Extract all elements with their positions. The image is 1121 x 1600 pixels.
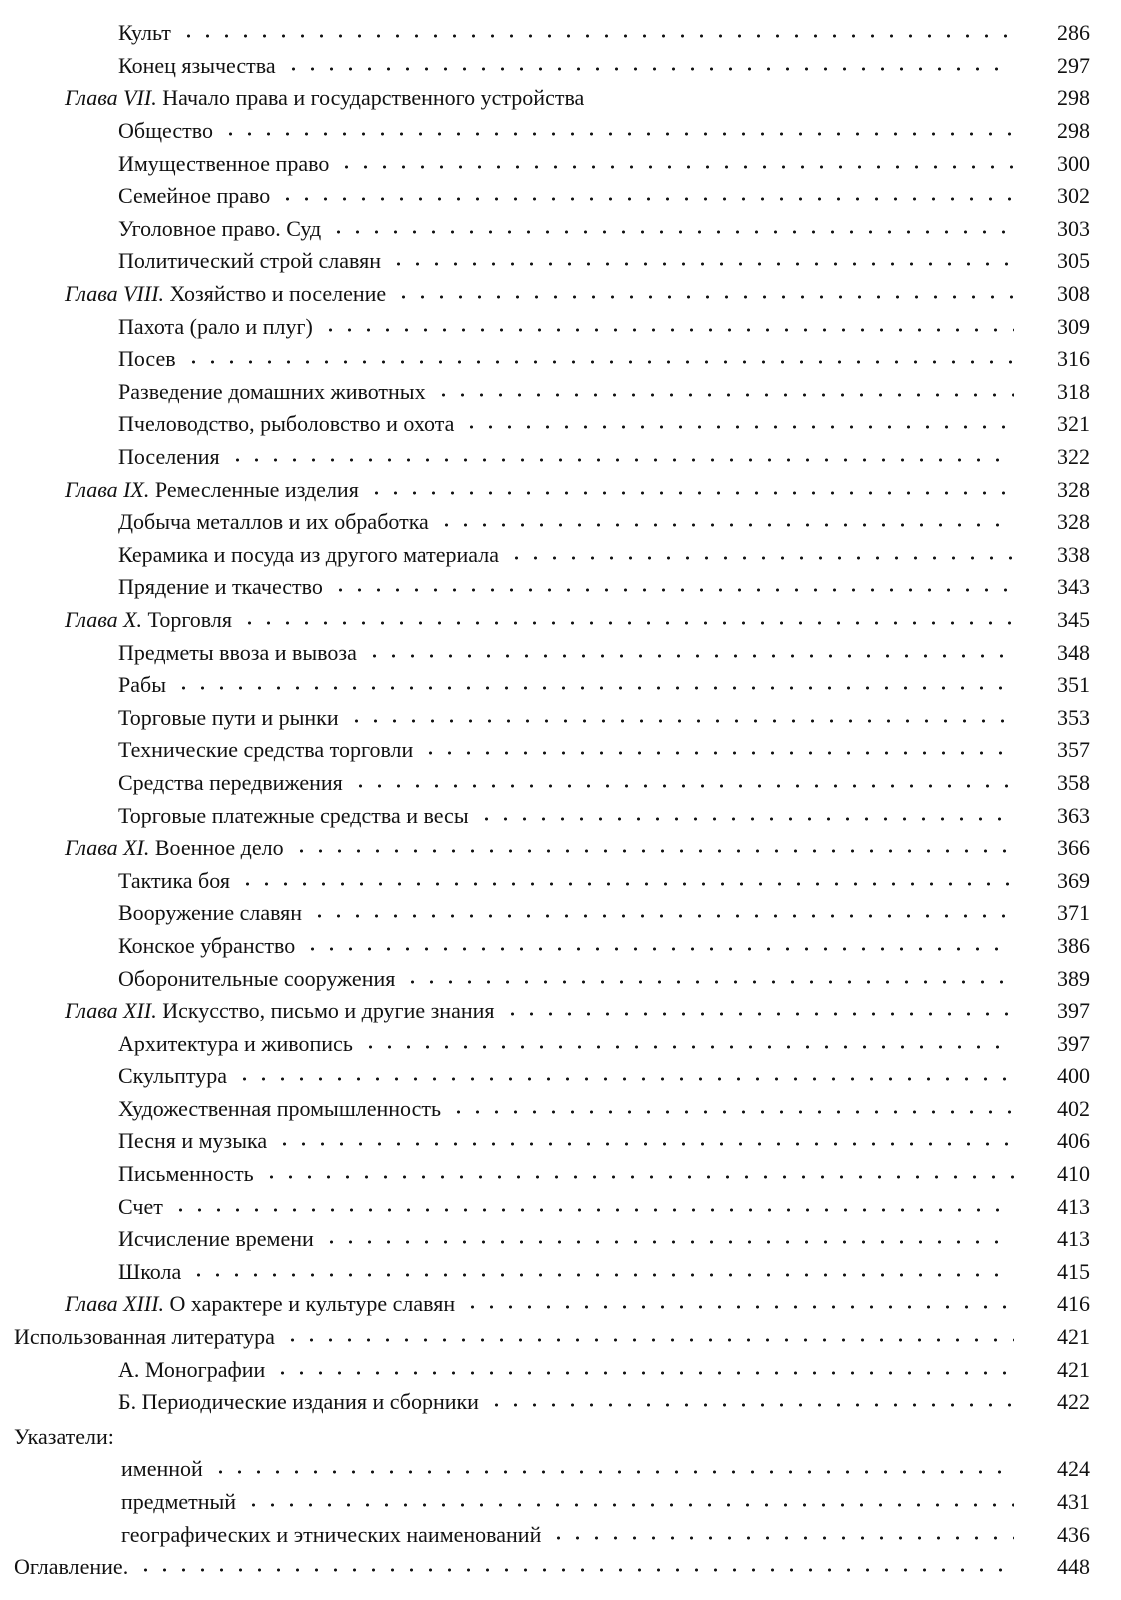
page-number: 308 — [1057, 281, 1090, 307]
page-number: 297 — [1057, 52, 1090, 78]
toc-entry-label — [118, 1228, 314, 1250]
toc-entry-row[interactable] — [0, 50, 1121, 83]
page-number: 402 — [1057, 1095, 1090, 1121]
toc-entry-row[interactable] — [0, 408, 1121, 441]
dot-leader — [449, 1109, 1014, 1115]
toc-entry-label — [118, 378, 426, 404]
entry-title: Торговля — [147, 606, 233, 632]
dot-leader — [351, 783, 1014, 789]
chapter-number: Глава XII. — [65, 998, 157, 1024]
page-number: 416 — [1057, 1291, 1090, 1317]
dot-leader — [292, 848, 1014, 854]
page-number: 358 — [1057, 769, 1090, 795]
entry-title: Средства передвижения — [118, 769, 343, 795]
page-number: 351 — [1057, 672, 1090, 698]
toc-entry-label — [121, 1458, 203, 1480]
page-number: 386 — [1057, 932, 1090, 958]
entry-title: Указатели: — [14, 1423, 114, 1449]
entry-title: Поселения — [118, 444, 220, 470]
toc-entry-row[interactable] — [0, 897, 1121, 930]
page-number: 348 — [1057, 639, 1090, 665]
toc-entry-label — [121, 1521, 542, 1547]
toc-chapter-row[interactable] — [0, 473, 1121, 506]
toc-entry-row[interactable] — [0, 636, 1121, 669]
dot-leader — [592, 98, 1014, 104]
entry-title: Исчисление времени — [118, 1226, 314, 1252]
page-number: 316 — [1057, 346, 1090, 372]
toc-entry-label — [118, 902, 302, 924]
page-number: 421 — [1057, 1356, 1090, 1382]
dot-leader — [403, 979, 1014, 985]
entry-title: Оборонительные сооружения — [118, 965, 396, 991]
toc-entry-label — [65, 606, 233, 632]
toc-section-row[interactable] — [0, 1321, 1121, 1354]
page-number: 286 — [1057, 20, 1090, 46]
page-number: 318 — [1057, 378, 1090, 404]
dot-leader — [228, 457, 1014, 463]
toc-entry-label — [65, 476, 359, 502]
toc-list — [0, 17, 1121, 1584]
toc-entry-row[interactable] — [0, 1518, 1121, 1551]
entry-title: Архитектура и живопись — [118, 1030, 353, 1056]
entry-title: Конец язычества — [118, 52, 276, 78]
entry-title: Ремесленные изделия — [154, 476, 359, 502]
page-number: 298 — [1057, 85, 1090, 111]
toc-chapter-row[interactable] — [0, 278, 1121, 311]
toc-entry-label — [118, 313, 313, 339]
toc-entry-row[interactable] — [0, 1158, 1121, 1191]
toc-entry-row[interactable] — [0, 147, 1121, 180]
toc-entry-label — [118, 739, 413, 761]
toc-entry-row[interactable] — [0, 539, 1121, 572]
toc-entry-label — [118, 932, 296, 958]
entry-title: Художественная промышленность — [118, 1095, 442, 1121]
dot-leader — [477, 816, 1014, 822]
toc-entry-row[interactable] — [0, 864, 1121, 897]
page-number: 397 — [1057, 1030, 1090, 1056]
entry-title: Торговые платежные средства и весы — [118, 802, 469, 828]
dot-leader — [303, 946, 1014, 952]
dot-leader — [549, 1535, 1014, 1541]
page-number: 424 — [1057, 1456, 1090, 1482]
toc-entry-label — [121, 1491, 236, 1513]
dot-leader — [275, 1141, 1014, 1147]
dot-leader — [221, 131, 1014, 137]
toc-entry-label — [118, 413, 454, 435]
toc-entry-row[interactable] — [0, 701, 1121, 734]
entry-title: Торговые пути и рынки — [118, 704, 339, 730]
toc-entry-row[interactable] — [0, 506, 1121, 539]
dot-leader — [171, 1207, 1014, 1213]
dot-leader — [238, 881, 1014, 887]
toc-entry-label — [14, 1556, 128, 1578]
toc-chapter-row[interactable] — [0, 832, 1121, 865]
dot-leader — [184, 359, 1014, 365]
toc-entry-label — [65, 1293, 455, 1315]
entry-title: Пахота (рало и плуг) — [118, 313, 313, 339]
dot-leader — [347, 718, 1014, 724]
entry-title: Военное дело — [154, 835, 284, 861]
page-number: 302 — [1057, 183, 1090, 209]
dot-leader — [337, 164, 1014, 170]
page-number: 309 — [1057, 313, 1090, 339]
entry-title: Счет — [118, 1193, 163, 1219]
toc-entry-label — [118, 1095, 442, 1121]
dot-leader — [278, 196, 1014, 202]
toc-entry-label — [118, 639, 357, 665]
entry-title: Рабы — [118, 672, 166, 698]
toc-entry-row[interactable] — [0, 310, 1121, 343]
toc-entry-row[interactable] — [0, 571, 1121, 604]
toc-entry-label — [65, 837, 284, 859]
page-number: 415 — [1057, 1258, 1090, 1284]
entry-title: Имущественное право — [118, 150, 330, 176]
chapter-number: Глава VIII. — [65, 281, 165, 307]
entry-title: Предметы ввоза и вывоза — [118, 639, 357, 665]
toc-entry-label — [118, 348, 176, 370]
page-number: 406 — [1057, 1128, 1090, 1154]
entry-title: Технические средства торговли — [118, 737, 414, 763]
toc-entry-row[interactable] — [0, 1353, 1121, 1386]
entry-title: Пчеловодство, рыболовство и охота — [118, 411, 455, 437]
toc-entry-label — [118, 674, 166, 696]
page-number: 322 — [1057, 444, 1090, 470]
toc-entry-row[interactable] — [0, 180, 1121, 213]
entry-title: географических и этнических наименований — [121, 1521, 542, 1547]
entry-title: предметный — [121, 1489, 237, 1515]
entry-title: Добыча металлов и их обработка — [118, 509, 429, 535]
dot-leader — [310, 913, 1014, 919]
page-number: 298 — [1057, 118, 1090, 144]
toc-entry-label — [118, 185, 270, 207]
dot-leader — [122, 1437, 1014, 1443]
dot-leader — [394, 294, 1014, 300]
toc-entry-row[interactable] — [0, 1386, 1121, 1419]
toc-entry-row[interactable] — [0, 441, 1121, 474]
page-number: 448 — [1057, 1554, 1090, 1580]
page-number: 369 — [1057, 867, 1090, 893]
dot-leader — [365, 653, 1014, 659]
toc-entry-label — [118, 22, 171, 44]
toc-entry-row[interactable] — [0, 1093, 1121, 1126]
toc-entry-label — [118, 120, 213, 142]
dot-leader — [389, 261, 1014, 267]
dot-leader — [437, 522, 1014, 528]
dot-leader — [463, 1304, 1014, 1310]
toc-entry-label — [118, 1163, 254, 1185]
toc-entry-label — [118, 511, 429, 533]
page-number: 300 — [1057, 150, 1090, 176]
entry-title: Использованная литература — [14, 1324, 275, 1350]
dot-leader — [421, 750, 1014, 756]
toc-entry-label — [118, 1356, 266, 1382]
dot-leader — [331, 587, 1014, 593]
entry-title: Уголовное право. Суд — [118, 215, 322, 241]
page-number: 363 — [1057, 802, 1090, 828]
entry-title: А. Монографии — [118, 1356, 266, 1382]
dot-leader — [211, 1469, 1014, 1475]
page-number: 389 — [1057, 965, 1090, 991]
toc-chapter-row[interactable] — [0, 995, 1121, 1028]
dot-leader — [189, 1272, 1014, 1278]
entry-title: Конское убранство — [118, 932, 296, 958]
toc-entry-row[interactable] — [0, 343, 1121, 376]
entry-title: Посев — [118, 346, 176, 372]
dot-leader — [322, 1239, 1014, 1245]
toc-entry-label — [118, 965, 396, 991]
entry-title: Тактика боя — [118, 867, 230, 893]
toc-section-row[interactable] — [0, 1551, 1121, 1584]
dot-leader — [240, 620, 1014, 626]
entry-title: Письменность — [118, 1161, 254, 1187]
dot-leader — [434, 392, 1014, 398]
dot-leader — [487, 1402, 1014, 1408]
entry-title: Керамика и посуда из другого материала — [118, 541, 499, 567]
entry-title: Политический строй славян — [118, 248, 382, 274]
toc-entry-label — [14, 1326, 275, 1348]
dot-leader — [273, 1370, 1014, 1376]
toc-entry-label — [118, 250, 381, 272]
toc-entry-row[interactable] — [0, 1256, 1121, 1289]
toc-entry-row[interactable] — [0, 1453, 1121, 1486]
dot-leader — [284, 66, 1014, 72]
entry-title: Разведение домашних животных — [118, 378, 426, 404]
page-number: 357 — [1057, 737, 1090, 763]
toc-entry-row[interactable] — [0, 1486, 1121, 1519]
toc-entry-row[interactable] — [0, 17, 1121, 50]
toc-entry-label — [118, 704, 339, 730]
toc-entry-label — [118, 150, 330, 176]
page-number: 328 — [1057, 476, 1090, 502]
dot-leader — [174, 685, 1014, 691]
chapter-number: Глава VII. — [65, 85, 157, 111]
page-number: 338 — [1057, 541, 1090, 567]
dot-leader — [244, 1502, 1014, 1508]
toc-entry-row[interactable] — [0, 1060, 1121, 1093]
toc-entry-row[interactable] — [0, 930, 1121, 963]
page-number: 421 — [1057, 1324, 1090, 1350]
toc-entry-label — [118, 446, 220, 468]
dot-leader — [462, 424, 1014, 430]
dot-leader — [179, 33, 1014, 39]
page-number: 321 — [1057, 411, 1090, 437]
toc-entry-label — [118, 867, 230, 893]
dot-leader — [321, 327, 1014, 333]
dot-leader — [283, 1337, 1014, 1343]
entry-title: Общество — [118, 118, 213, 144]
page-number: 413 — [1057, 1226, 1090, 1252]
toc-entry-label — [118, 769, 343, 795]
chapter-number: Глава X. — [65, 606, 143, 632]
toc-entry-row[interactable] — [0, 245, 1121, 278]
toc-entry-row[interactable] — [0, 669, 1121, 702]
page-number: 436 — [1057, 1521, 1090, 1547]
entry-title: Начало права и государственного устройства — [162, 85, 585, 111]
dot-leader — [262, 1174, 1014, 1180]
dot-leader — [503, 1011, 1014, 1017]
entry-title: Б. Периодические издания и сборники — [118, 1389, 479, 1415]
page-number: 303 — [1057, 215, 1090, 241]
toc-entry-label — [118, 1258, 182, 1284]
dot-leader — [329, 229, 1014, 235]
entry-title: Песня и музыка — [118, 1128, 268, 1154]
toc-entry-label — [118, 802, 469, 828]
toc-entry-row[interactable] — [0, 1027, 1121, 1060]
entry-title: Вооружение славян — [118, 900, 303, 926]
page-number: 345 — [1057, 606, 1090, 632]
entry-title: Оглавление. — [14, 1554, 129, 1580]
toc-entry-label — [118, 1065, 227, 1087]
toc-entry-label — [118, 1391, 479, 1413]
toc-entry-row[interactable] — [0, 1125, 1121, 1158]
toc-entry-row[interactable] — [0, 115, 1121, 148]
toc-entry-row[interactable] — [0, 1223, 1121, 1256]
dot-leader — [367, 490, 1014, 496]
toc-entry-row[interactable] — [0, 799, 1121, 832]
toc-entry-row[interactable] — [0, 213, 1121, 246]
toc-entry-row[interactable] — [0, 962, 1121, 995]
page-number: 413 — [1057, 1193, 1090, 1219]
page-number: 410 — [1057, 1161, 1090, 1187]
page-number: 400 — [1057, 1063, 1090, 1089]
toc-entry-label — [118, 1193, 163, 1219]
entry-title: Искусство, письмо и другие знания — [162, 998, 495, 1024]
entry-title: Школа — [118, 1258, 182, 1284]
page-number: 343 — [1057, 574, 1090, 600]
toc-entry-label — [65, 87, 584, 109]
entry-title: О характере и культуре славян — [169, 1291, 456, 1317]
toc-chapter-row[interactable] — [0, 604, 1121, 637]
toc-entry-label — [118, 541, 499, 567]
toc-entry-row[interactable] — [0, 376, 1121, 409]
dot-leader — [507, 555, 1014, 561]
dot-leader — [361, 1044, 1014, 1050]
entry-title: Семейное право — [118, 183, 271, 209]
page-number: 353 — [1057, 704, 1090, 730]
dot-leader — [136, 1567, 1014, 1573]
entry-title: именной — [121, 1456, 203, 1482]
entry-title: Хозяйство и поселение — [169, 281, 387, 307]
entry-title: Культ — [118, 20, 171, 46]
toc-entry-row[interactable] — [0, 1190, 1121, 1223]
page-number: 305 — [1057, 248, 1090, 274]
toc-entry-label — [118, 215, 322, 241]
chapter-number: Глава IX. — [65, 476, 150, 502]
toc-chapter-row[interactable] — [0, 82, 1121, 115]
toc-entry-row[interactable] — [0, 734, 1121, 767]
dot-leader — [235, 1076, 1014, 1082]
toc-entry-label — [118, 1130, 267, 1152]
toc-entry-label — [118, 1030, 353, 1056]
chapter-number: Глава XIII. — [65, 1291, 165, 1317]
toc-entry-label — [14, 1423, 114, 1449]
page-number: 431 — [1057, 1489, 1090, 1515]
entry-title: Скульптура — [118, 1063, 227, 1089]
page-number: 422 — [1057, 1389, 1090, 1415]
toc-entry-row[interactable] — [0, 767, 1121, 800]
entry-title: Прядение и ткачество — [118, 574, 323, 600]
toc-entry-label — [65, 1000, 495, 1022]
toc-entry-label — [118, 576, 323, 598]
toc-entry-label — [65, 283, 386, 305]
page-number: 328 — [1057, 509, 1090, 535]
page-number: 366 — [1057, 835, 1090, 861]
toc-section-row[interactable] — [0, 1421, 1121, 1454]
toc-entry-label — [118, 52, 276, 78]
page-number: 371 — [1057, 900, 1090, 926]
toc-chapter-row[interactable] — [0, 1288, 1121, 1321]
page-number: 397 — [1057, 998, 1090, 1024]
chapter-number: Глава XI. — [65, 835, 150, 861]
